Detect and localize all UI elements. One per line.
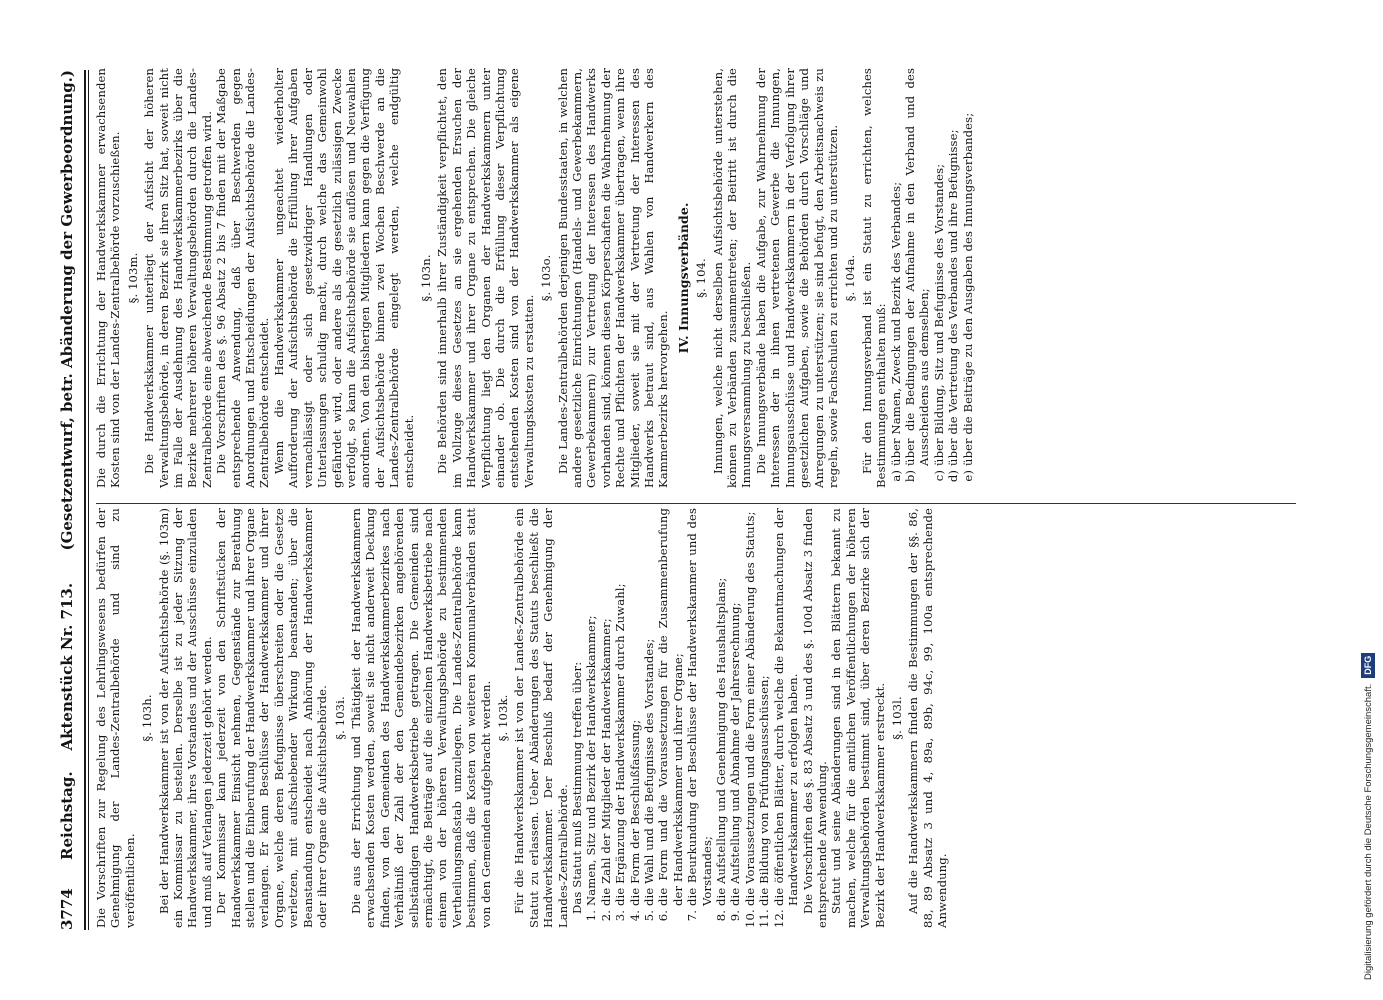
list-item bbox=[743, 508, 757, 928]
list-item bbox=[685, 508, 714, 928]
list-item bbox=[714, 508, 728, 928]
list-number: c) bbox=[931, 470, 946, 482]
list-text: die Aufstellung und Genehmigung des Haushaltsplans; bbox=[714, 577, 729, 906]
paragraph: Die Innungsverbände haben die Aufgabe, zur Wahrnehmung der Interessen der in ihnen vertretenen Gewerbe die Innungen, Innungsausschüsse und Handwerkskammern in der Verfolgung ihrer gesetzlichen Aufgaben, sowie die Behörden durch Vorschläge und Anregungen zu unterstützen; sie sind befugt, den Arbeitsnachweis zu regeln, sowie Fachschulen zu errichten und zu unterstützen. bbox=[753, 68, 840, 488]
section-heading: §. 103h. bbox=[140, 694, 155, 742]
list-text: über die Bedingungen der Aufnahme in den Verband und des Ausscheidens aus demselben; bbox=[902, 68, 932, 466]
list-number: 10. bbox=[742, 909, 757, 928]
section-heading: §. 103i. bbox=[332, 696, 347, 740]
paragraph: Bei der Handwerkskammer ist von der Aufsichtsbehörde (§. 103m) ein Kommissar zu bestellen. Derselbe ist zu jeder Sitzung der Handwerkskammer, ihres Vorstandes und der Ausschüsse einzuladen und muß auf Verlangen jederzeit gehört werden. bbox=[156, 508, 214, 928]
list-text: die Form und die Voraussetzungen für die Zusammenberufung der Handwerkskammer und ihrer Organe; bbox=[656, 508, 685, 906]
paragraph: Die Behörden sind innerhalb ihrer Zuständigkeit verpflichtet, den im Vollzuge dieses Gesetzes an sie ergehenden Ersuchen der Handwerkskammer und ihrer Organe zu entsprechen. Die gleiche Verpflichtung liegt den Organen der Handwerkskammern unter einander ob. Die durch die Erfüllung dieser Verpflichtung entstehenden Kosten sind von der Handwerkskammer als eigene Verwaltungskosten zu erstatten. bbox=[435, 68, 536, 488]
section-heading: §. 103n. bbox=[418, 254, 433, 302]
list-item bbox=[772, 508, 801, 928]
list-number: 2. bbox=[598, 910, 613, 922]
list-item bbox=[946, 68, 960, 488]
dfg-logo: DFG bbox=[1361, 653, 1375, 678]
paragraph: Wenn die Handwerkskammer ungeachtet wiederholter Aufforderung der Aufsichtsbehörde die Erfüllung ihrer Aufgaben vernachlässigt oder sich gesetzwidriger Handlungen oder Unterlassungen schuldig macht, durch welche das Gemeinwohl gefährdet wird, oder andere als die gesetzlich zulässigen Zwecke verfolgt, so kann die Aufsichtsbehörde sie auflösen und Neuwahlen anordnen. Von den bisherigen Mitgliedern kann gegen die Verfügung der Aufsichtsbehörde binnen zwei Wochen Beschwerde an die Landes-Zentralbehörde eingelegt werden, welche endgültig entscheidet. bbox=[271, 68, 416, 488]
header-rule-thin bbox=[88, 70, 89, 930]
list-text: Namen, Sitz und Bezirk der Handwerkskammer; bbox=[584, 615, 599, 906]
list-text: die Beurkundung der Beschlüsse der Handwerkskammer und des Vorstandes; bbox=[685, 508, 714, 906]
list-text: die öffentlichen Blätter, durch welche die Bekanntmachungen der Handwerkskammer zu erfolgen haben. bbox=[771, 508, 801, 906]
list-number: 12. bbox=[771, 909, 786, 928]
section-heading: §. 103k. bbox=[495, 694, 510, 742]
list-item bbox=[584, 508, 598, 928]
paragraph: Das Statut muß Bestimmung treffen über: bbox=[570, 661, 584, 914]
section-heading: §. 103l. bbox=[889, 696, 904, 740]
paragraph: Statut und seine Abänderungen sind in den Blättern bekannt zu machen, welche für die amtlichen Veröffentlichungen der höheren Verwaltungsbehörden bestimmt sind, über deren Bezirke sich der Bezirk der Handwerkskammer erstreckt. bbox=[829, 508, 887, 928]
paragraph: Der Kommissar kann jederzeit von den Schriftstücken der Handwerkskammer Einsicht nehmen, Gegenstände zur Berathung stellen und die Einberufung der Handwerkskammer und ihrer Organe verlangen. Er kann Beschlüsse der Handwerkskammer und ihrer Organe, welche deren Befugnisse überschreiten oder die Gesetze verletzen, mit aufschiebender Wirkung beanstanden; über die Beanstandung entscheidet nach Anhörung der Handwerkskammer oder ihrer Organe die Aufsichtsbehörde. bbox=[214, 508, 330, 928]
list-text: die Form der Beschlußfassung; bbox=[627, 719, 642, 906]
section-heading: §. 104a. bbox=[843, 254, 858, 302]
paragraph: Die Vorschriften des §. 83 Absatz 3 und des §. 100d Absatz 3 finden entsprechende Anwendung. bbox=[800, 508, 829, 928]
paragraph: Die Landes-Zentralbehörden derjenigen Bundesstaaten, in welchen andere gesetzliche Einrichtungen (Handels- und Gewerbekammern, Gewerbekammern) zur Vertretung der Interessen des Handwerks vorhanden sind, können diesen Körperschaften die Wahrnehmung der Rechte und Pflichten der Handwerkskammer übertragen, wenn ihre Mitglieder, soweit sie mit der Vertretung der Interessen des Handwerks betraut sind, aus Wahlen von Handwerkern des Kammerbezirks hervorgehen. bbox=[555, 68, 671, 488]
list-number: 11. bbox=[757, 909, 772, 928]
paragraph: Die durch die Errichtung der Handwerkskammer erwachsenden Kosten sind von der Landes-Zentralbehörde vorzuschießen. bbox=[94, 68, 123, 488]
section-heading: §. 104. bbox=[694, 258, 709, 298]
association-statute-list bbox=[889, 68, 975, 488]
section-heading: §. 103m. bbox=[125, 252, 140, 304]
list-text: die Ergänzung der Handwerkskammer durch Zuwahl; bbox=[613, 583, 628, 906]
list-item bbox=[961, 68, 975, 488]
paragraph: Auf die Handwerkskammern finden die Bestimmungen der §§. 86, 88, 89 Absatz 3 und 4, 89a, 89b, 94c, 99, 100a entsprechende Anwendung. bbox=[906, 508, 950, 928]
list-item bbox=[642, 508, 656, 928]
credit-text: Digitalisierung gefördert durch die Deutsche Forschungsgemeinschaft. bbox=[1363, 683, 1374, 980]
list-text: die Aufstellung und Abnahme der Jahresrechnung; bbox=[728, 602, 743, 906]
header-title: Reichstag. Aktenstück Nr. 713. bbox=[58, 582, 76, 860]
paragraph: Die Handwerkskammer unterliegt der Aufsicht der höheren Verwaltungsbehörde, in deren Bezirk sie ihren Sitz hat, soweit nicht im Falle der Ausdehnung des Handwerkskammerbezirks über die Bezirke mehrerer höheren Verwaltungsbehörden durch die Landes-Zentralbehörde eine abweichende Bestimmung getroffen wird. bbox=[142, 68, 214, 488]
page-number: 3774 bbox=[58, 888, 76, 930]
list-number: 6. bbox=[656, 910, 671, 922]
credit-inner bbox=[1358, 20, 1380, 980]
list-item bbox=[613, 508, 627, 928]
list-item bbox=[628, 508, 642, 928]
header-subtitle: (Gesetzentwurf, betr. Abänderung der Gewerbeordnung.) bbox=[58, 70, 76, 551]
list-text: die Zahl der Mitglieder der Handwerkskammer; bbox=[598, 618, 613, 906]
list-number: e) bbox=[960, 470, 975, 482]
paragraph: Für die Handwerkskammer ist von der Landes-Zentralbehörde ein Statut zu erlassen. Ueber Abänderungen des Statuts beschließt die Handwerkskammer. Der Beschluß bedarf der Genehmigung der Landes-Zentralbehörde. bbox=[512, 508, 570, 928]
list-number: 8. bbox=[714, 910, 729, 922]
list-text: über die Vertretung des Verbandes und ihre Befugnisse; bbox=[946, 129, 961, 466]
digitization-credit bbox=[1358, 20, 1380, 980]
list-item bbox=[728, 508, 742, 928]
paragraph: Die aus der Errichtung und Thätigkeit der Handwerkskammern erwachsenden Kosten werden, soweit sie nicht anderweit Deckung finden, von den Gemeinden des Handwerkskammerbezirkes nach Verhältniß der Zahl der den Gemeindebezirken angehörenden selbständigen Handwerksbetriebe getragen. Die Gemeinden sind ermächtigt, die Beiträge auf die einzelnen Handwerksbetriebe nach einem von der höheren Verwaltungsbehörde zu bestimmenden Vertheilungsmaßstab umzulegen. Die Landes-Zentralbehörde kann bestimmen, daß die Kosten von weiteren Kommunalverbänden statt von den Gemeinden aufgebracht werden. bbox=[348, 508, 493, 928]
list-text: über die Beiträge zu den Ausgaben des Innungsverbandes; bbox=[960, 112, 975, 466]
right-column bbox=[94, 68, 975, 488]
list-number: 9. bbox=[728, 910, 743, 922]
paragraph: Die Vorschriften zur Regelung des Lehrlingswesens bedürfen der Genehmigung der Landes-Zentralbehörde und sind zu veröffentlichen. bbox=[94, 508, 137, 928]
paragraph: Innungen, welche nicht derselben Aufsichtsbehörde unterstehen, können zu Verbänden zusammentreten; der Beitritt ist durch die Innungsversammlung zu beschließen. bbox=[710, 68, 754, 488]
list-item bbox=[932, 68, 946, 488]
paragraph: Für den Innungsverband ist ein Statut zu errichten, welches Bestimmungen enthalten muß: bbox=[859, 68, 889, 488]
list-item bbox=[903, 68, 932, 488]
list-text: über Namen, Zweck und Bezirk des Verbandes; bbox=[888, 181, 903, 466]
page-header bbox=[58, 70, 80, 930]
section-heading: §. 103o. bbox=[539, 254, 554, 302]
header-rule bbox=[84, 70, 86, 930]
list-item bbox=[889, 68, 903, 488]
list-item bbox=[599, 508, 613, 928]
list-number: 1. bbox=[584, 910, 599, 922]
list-text: über Bildung, Sitz und Befugnisse des Vorstandes; bbox=[931, 163, 946, 466]
list-number: b) bbox=[902, 470, 917, 483]
list-number: 7. bbox=[685, 910, 700, 922]
list-number: 5. bbox=[642, 910, 657, 922]
column-divider bbox=[96, 503, 1296, 504]
list-text: die Bildung von Prüfungsausschüssen; bbox=[757, 675, 772, 906]
list-number: d) bbox=[946, 470, 961, 483]
list-text: die Voraussetzungen und die Form einer Abänderung des Statuts; bbox=[742, 511, 757, 906]
chapter-heading: IV. Innungsverbände. bbox=[675, 202, 691, 354]
list-number: 4. bbox=[627, 910, 642, 922]
statute-requirements-list bbox=[584, 508, 800, 928]
list-item bbox=[757, 508, 771, 928]
list-number: a) bbox=[888, 470, 903, 482]
list-item bbox=[656, 508, 685, 928]
list-text: die Wahl und die Befugnisse des Vorstandes; bbox=[642, 638, 657, 906]
left-column bbox=[94, 508, 950, 928]
paragraph: Die Vorschriften des §. 96 Absatz 2 bis 7 finden mit der Maßgabe entsprechende Anwendung, daß über Beschwerden gegen Anordnungen und Entscheidungen der Aufsichtsbehörde die Landes-Zentralbehörde entscheidet. bbox=[214, 68, 272, 488]
list-number: 3. bbox=[613, 910, 628, 922]
